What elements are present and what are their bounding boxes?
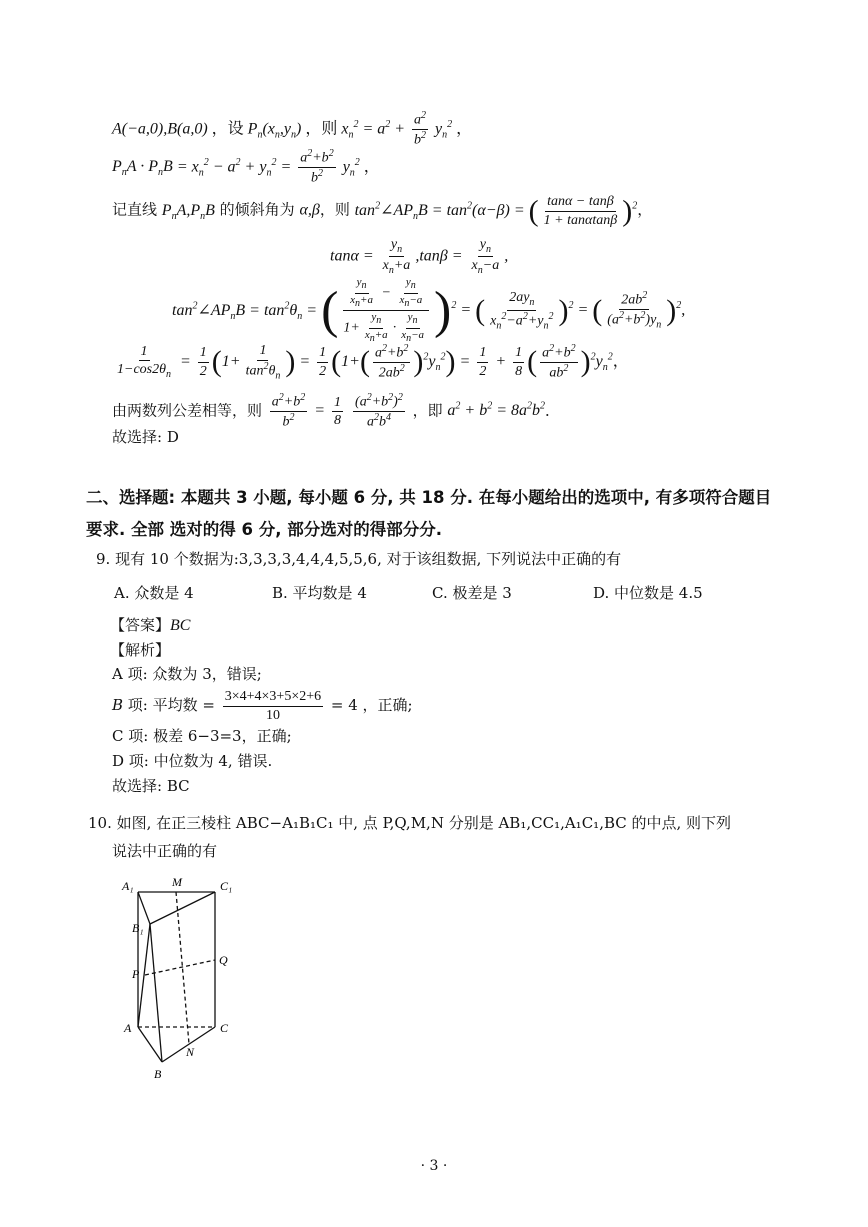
q9-line-b-text: B 项: 平均数 = xyxy=(112,696,215,714)
q10-stem-2: 说法中正确的有 xyxy=(112,842,218,860)
solution-line-7: 由两数列公差相等，则 $\frac{a^2+b^2}{b^2}$ = $\frac{1}{8}$ $\frac{(a^2+b^2)^2}{a^2b^4}$ ，即 $a^2 + b^2 = 8a^2b^2$． xyxy=(112,392,560,430)
solution-line-3: 记直线 $P_nA,P_nB$ 的倾斜角为 α,β，则 $\tan^2\angle AP_nB = \tan^2(\alpha-\beta)$ = ( $\frac{\tan\alpha - \tan\beta}{1 + \tan\alpha\tan\beta}$ )$^2$， xyxy=(112,194,653,228)
q9-answer xyxy=(110,614,190,635)
line5-text: $\tan^2\angle AP_nB = \tan^2\theta_n$ = xyxy=(172,300,318,322)
solution-line-1: A(−a,0),B(a,0) ，设 $P_n(x_n,y_n)$ ，则 $x_n^2 = a^2$ + $\frac{a^2}{b^2}$ $y_n^2$ ， xyxy=(112,110,473,148)
line3-text: 记直线 xyxy=(112,200,158,219)
solution-line-6: $\frac{1}{1-\cos 2\theta_n}$ = $\frac{1}{2}$ (1+ $\frac{1}{\tan^2\theta_n}$ ) = $\frac{1}{2}$ (1+( $\frac{a^2+b^2}{2ab^2}$ )$^2y_n^2$) = $\frac{1}{2}$ + $\frac{1}{8}$ ( $\frac{a^2+b^2}{ab^2}$ )$^2y_n^2$， xyxy=(112,342,629,382)
q9-line-d: D 项: 中位数为 4, 错误. xyxy=(112,752,273,770)
solution-line-5: $\tan^2\angle AP_nB = \tan^2\theta_n$ = ( $\frac{y_n}{x_n+a}$ − $\frac{y_n}{x_n-a}$ 1+ $\frac{y_n}{x_n+a}$ · $\frac{y_n}{x_n-a}$ )$^2$ = ( $\frac{2ay_n}{x_n^2-a^2+y_n^2}$ )$^2$ = ( $\frac{2ab^2}{(a^2+b^2)y_n}$ )$^2$, xyxy=(172,276,686,345)
label-a1: A₁ xyxy=(122,879,134,893)
q9-option-d: D. 中位数是 4.5 xyxy=(593,584,703,602)
line6-text: $\frac{1}{1-\cos 2\theta_n}$ xyxy=(117,343,171,381)
q9-analysis-label: 【解析】 xyxy=(110,641,171,659)
q9-stem: 9. 现有 10 个数据为:3,3,3,3,4,4,4,5,5,6, 对于该组数据, 下列说法中正确的有 xyxy=(96,550,622,568)
line2-text: $P_nA \cdot P_nB$ xyxy=(112,158,173,179)
line4-text: tanα = xyxy=(330,247,374,265)
q9-conclusion: 故选择: BC xyxy=(112,777,190,795)
label-b: B xyxy=(154,1067,162,1081)
solution-line-2: $P_nA \cdot P_nB = x_n^2 - a^2 + y_n^2$ = $\frac{a^2+b^2}{b^2}$ $y_n^2$ ， xyxy=(112,148,380,186)
label-b1: B₁ xyxy=(132,921,144,935)
q9-line-a: A 项: 众数为 3，错误; xyxy=(112,665,262,683)
prism-figure xyxy=(112,872,272,1082)
section-heading: 二、选择题: 本题共 3 小题, 每小题 6 分, 共 18 分. 在每小题给出的选项中, 有多项符合题目要求. 全部 选对的得 6 分, 部分选对的得部分分. xyxy=(86,488,772,539)
q9-line-c: C 项: 极差 6−3=3，正确; xyxy=(112,727,292,745)
page-number: · 3 · xyxy=(420,1158,448,1174)
solution-line-8: 故选择: D xyxy=(112,428,179,446)
answer-value: BC xyxy=(170,617,191,634)
answer-label: 【答案】 xyxy=(110,616,171,634)
q10-stem-1: 10. 如图, 在正三棱柱 ABC−A₁B₁C₁ 中, 点 P,Q,M,N 分别是 AB₁,CC₁,A₁C₁,BC 的中点, 则下列 xyxy=(88,814,732,832)
q9-option-b: B. 平均数是 4 xyxy=(272,584,367,602)
label-p: P xyxy=(132,967,140,981)
q9-line-b: B 项: 平均数 = $\frac{3\times 4+4\times 3+5\times 2+6}{10}$ = 4 ，正确; xyxy=(112,689,413,723)
line1-text: A(−a,0),B(a,0) xyxy=(112,120,208,138)
label-a: A xyxy=(124,1021,132,1035)
q9-option-a: A. 众数是 4 xyxy=(114,584,194,602)
label-n: N xyxy=(186,1045,195,1059)
line7-text: 由两数列公差相等，则 xyxy=(112,401,263,420)
label-c: C xyxy=(220,1021,229,1035)
label-m: M xyxy=(172,875,182,889)
label-q: Q xyxy=(219,953,228,967)
label-c1: C₁ xyxy=(220,879,233,893)
solution-line-4: tanα = $\frac{y_n}{x_n+a}$ ,tanβ = $\frac{y_n}{x_n-a}$ , xyxy=(330,237,509,277)
q9-option-c: C. 极差是 3 xyxy=(432,584,512,602)
